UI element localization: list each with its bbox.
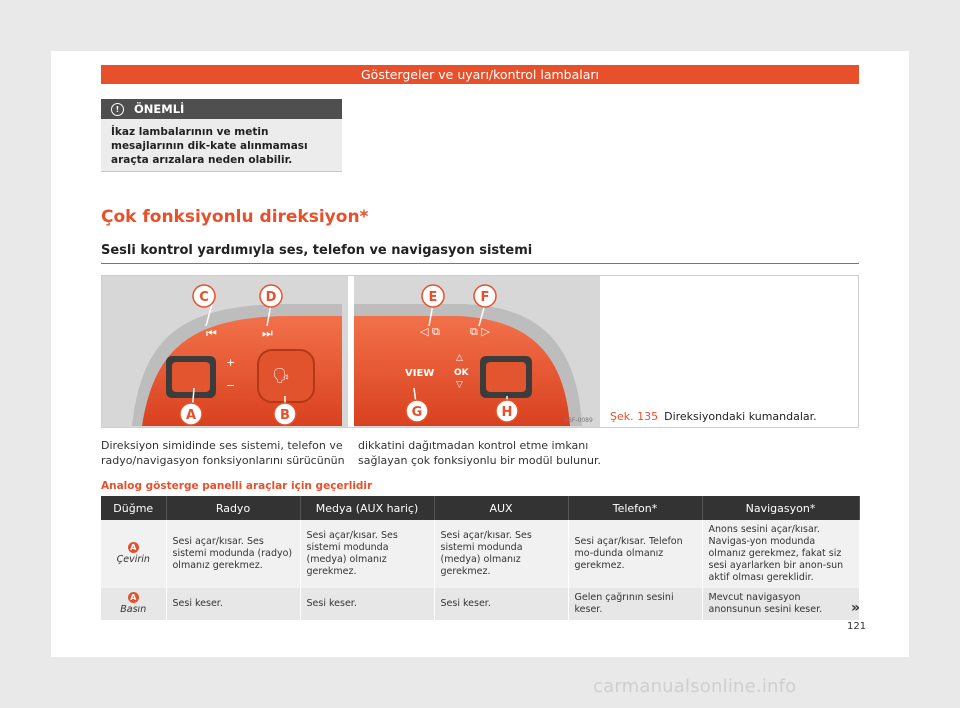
svg-text:⏭: ⏭ [262,326,273,340]
label-f: F [480,290,490,305]
section-subtitle: Sesli kontrol yardımıyla ses, telefon ve navigasyon sistemi [101,243,533,258]
svg-text:+: + [226,356,236,369]
table-row [101,520,859,588]
svg-text:△: △ [456,353,463,363]
svg-text:−: − [226,379,236,392]
button-action: Basın [120,604,147,615]
table-header-cell: Düğme [101,496,166,520]
watermark: carmanualsonline.info [593,676,797,697]
table-header-cell: Medya (AUX hariç) [300,496,434,520]
button-cell [101,588,166,620]
button-cell [101,520,166,588]
button-action: Çevirin [116,554,150,565]
table-cell: Mevcut navigasyon anonsunun sesini keser. [702,588,859,620]
label-c: C [199,290,209,305]
view-button-label: VIEW [405,368,435,379]
table-cell: Sesi açar/kısar. Ses sistemi modunda (radyo) olmanız gerekmez. [166,520,300,588]
ok-button-label: OK [454,368,469,378]
label-g: G [411,405,423,420]
notice-heading [101,99,342,119]
figure-caption-number: Şek. 135 [610,410,659,423]
label-e: E [428,290,438,305]
controls-table [101,496,860,620]
svg-text:◁ ⧉: ◁ ⧉ [420,325,440,338]
figure-caption-text: Direksiyondaki kumandalar. [664,410,817,423]
figure-divider [348,276,354,427]
svg-text:⏮: ⏮ [206,326,217,340]
notice-heading-text: ÖNEMLİ [134,102,185,116]
continued-mark: » [851,600,861,616]
table-cell: Anons sesini açar/kısar. Navigas-yon modunda olmanız gerekmez, fakat siz sesi ayarlarken bir anon-sun aktif olması gereklidir. [702,520,859,588]
svg-text:▽: ▽ [456,380,463,390]
table-header-cell: Telefon* [568,496,702,520]
figure-code: B6F-0089 [564,417,593,424]
table-cell: Gelen çağrının sesini keser. [568,588,702,620]
svg-text:🗣: 🗣 [272,368,290,384]
table-header-cell: AUX [434,496,568,520]
notice-text: İkaz lambalarının ve metin mesajlarının dik-kate alınmaması araçta arızalara neden olabilir. [111,126,308,166]
label-b: B [280,408,290,423]
body-text-col2: dikkatini dağıtmadan kontrol etme imkanı sağlayan çok fonksiyonlu bir modül bulunur. [358,439,602,467]
body-text-col1: Direksiyon simidinde ses sistemi, telefon ve radyo/navigasyon fonksiyonlarını sürücünün [101,439,345,467]
steering-wheel-figure [101,275,859,428]
table-cell: Sesi keser. [300,588,434,620]
figure-caption [610,410,817,423]
button-a-badge: A [128,592,139,603]
table-header-cell: Radyo [166,496,300,520]
table-cell: Sesi açar/kısar. Telefon mo-dunda olmanız gerekmez. [568,520,702,588]
table-cell: Sesi keser. [166,588,300,620]
table-header-row [101,496,859,520]
table-row [101,588,859,620]
page-header-bar: Göstergeler ve uyarı/kontrol lambaları [101,65,859,84]
table-cell: Sesi açar/kısar. Ses sistemi modunda (medya) olmanız gerekmez. [300,520,434,588]
page-number: 121 [847,621,867,632]
important-notice [101,99,342,172]
table-cell: Sesi keser. [434,588,568,620]
label-h: H [501,405,513,420]
table-cell: Sesi açar/kısar. Ses sistemi modunda (medya) olmanız gerekmez. [434,520,568,588]
svg-text:⧉ ▷: ⧉ ▷ [470,325,490,338]
label-a: A [185,408,197,423]
info-circle-icon: ! [111,103,124,116]
table-title: Analog gösterge panelli araçlar için geçerlidir [101,480,373,492]
section-title: Çok fonksiyonlu direksiyon* [101,207,369,227]
label-d: D [265,290,277,305]
table-header-cell: Navigasyon* [702,496,859,520]
button-a-badge: A [128,542,139,553]
subtitle-rule [101,263,859,264]
